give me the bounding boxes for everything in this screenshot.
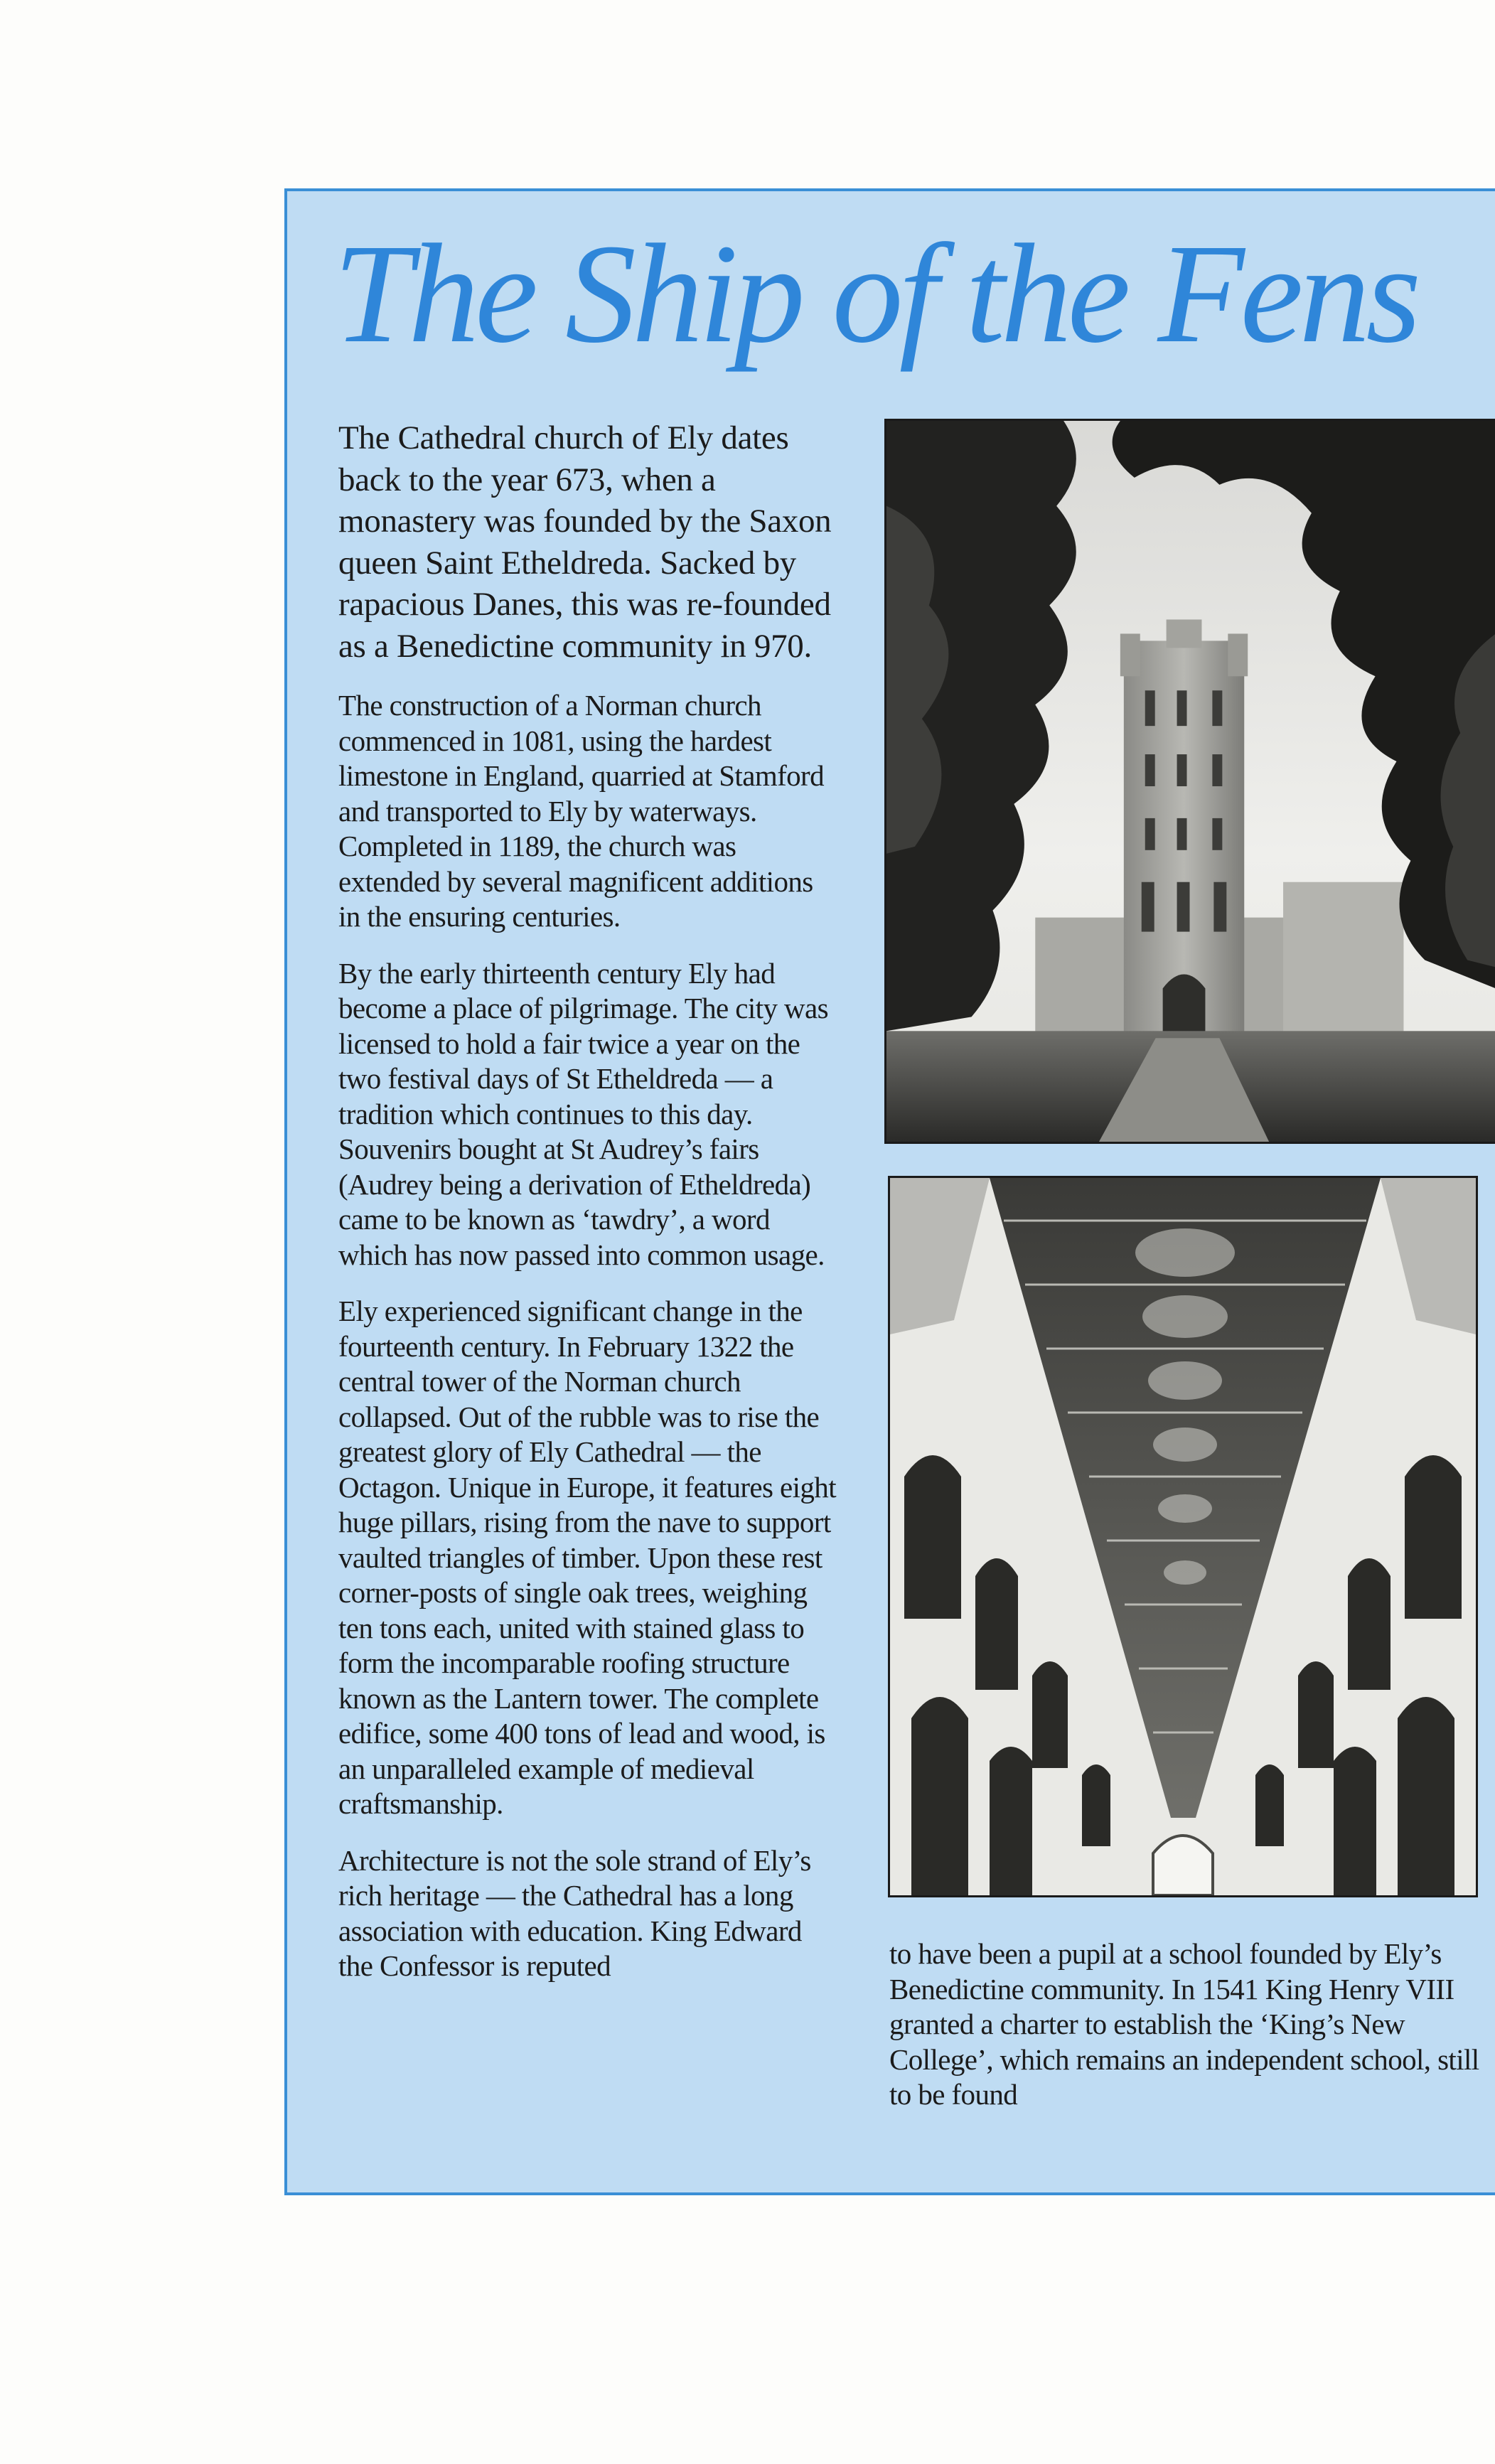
cathedral-tower-image: [886, 421, 1495, 1142]
left-text-column: [338, 417, 836, 2005]
paragraph-education: Architecture is not the sole strand of Ely’s rich heritage — the Cathedral has a long association with education. King Edward the Confessor is reputed: [338, 1843, 811, 1982]
paragraph-octagon: Ely experienced significant change in the fourteenth century. In February 1322 the central tower of the Norman church collapsed. Out of the rubble was to rise the greatest glory of Ely Cathedral — the Octagon. Unique in Europe, it features eight huge pillars, rising from the nave to support vaulted triangles of timber. Upon these rest corner-posts of single oak trees, weighing ten tons each, united with stained glass to form the incomparable roofing structure known as the Lantern tower. The complete edifice, some 400 tons of lead and wood, is an unparalleled example of medieval craftsmanship.: [338, 1295, 836, 1820]
paragraph-continuation: to have been a pupil at a school founded by Ely’s Benedictine community. In 1541 King Henry VIII granted a charter to establish the ‘King’s New College’, which remains an independent school, still to be found: [889, 1937, 1479, 2111]
nave-ceiling-image: [890, 1178, 1476, 1895]
intro-paragraph: The Cathedral church of Ely dates back to the year 673, when a monastery was founded by the Saxon queen Saint Etheldreda. Sacked by rapacious Danes, this was re-founded as a Benedictine community in 970.: [338, 419, 832, 665]
article-panel: [284, 188, 1495, 2195]
right-text-column: [889, 1937, 1495, 2113]
paragraph-norman-church: The construction of a Norman church commenced in 1081, using the hardest limestone in England, quarried at Stamford and transported to Ely by waterways. Completed in 1189, the church was extended by several magnificent additions in the ensuring centuries.: [338, 689, 825, 933]
paragraph-pilgrimage: By the early thirteenth century Ely had become a place of pilgrimage. The city was licensed to hold a fair twice a year on the two festival days of St Etheldreda — a tradition which continues to this day. Souvenirs bought at St Audrey’s fairs (Audrey being a derivation of Etheldreda) came to be known as ‘tawdry’, a word which has now passed into common usage.: [338, 956, 828, 1271]
cathedral-tower-photo: [884, 419, 1495, 1144]
page-title: The Ship of the Fens: [333, 215, 1418, 373]
nave-ceiling-photo: [888, 1176, 1478, 1897]
